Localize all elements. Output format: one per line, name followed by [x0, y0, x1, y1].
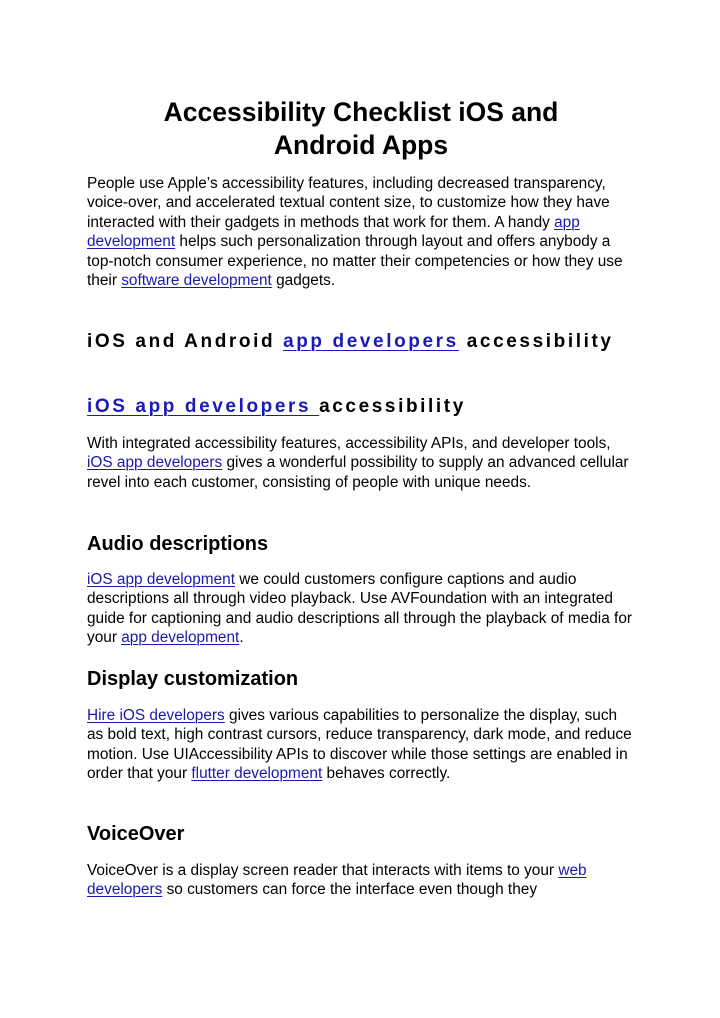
heading2-text: accessibility	[319, 396, 466, 417]
intro-text-2: helps such personalization through layout and offers anybody a top-notch consumer experience, no matter their competencies or how they use their	[87, 233, 623, 290]
software-development-link[interactable]: software development	[121, 272, 272, 290]
voiceover-text-2: so customers can force the interface even though they	[162, 881, 538, 899]
display-text-1: gives various capabilities to personalize the display, such as bold text, high contrast cursors, reduce transparency, dark mode, and reduce motion. Use UIAccessibility APIs to discover while those settings are enabled in order that your	[87, 707, 632, 783]
app-development-link[interactable]: app development	[87, 213, 580, 251]
ios-text-1: With integrated accessibility features, accessibility APIs, and developer tools,	[87, 435, 611, 452]
document-title	[87, 96, 635, 162]
heading-ios-app-developers-accessibility	[87, 395, 635, 418]
audio-text-2: .	[239, 629, 244, 647]
title-line-1: Accessibility Checklist iOS and	[163, 97, 559, 127]
heading-display-customization: Display customization	[87, 668, 299, 690]
ios-app-development-link[interactable]: iOS app development	[87, 571, 236, 588]
title-line-2: Android Apps	[273, 130, 449, 160]
ios-app-developers-link[interactable]: iOS app developers	[87, 454, 223, 472]
web-developers-link[interactable]: web developers	[87, 862, 587, 899]
app-development-link-2[interactable]: app development	[121, 629, 240, 647]
intro-text-1: People use Apple’s accessibility features, including decreased transparency, voice-over, and accelerated textual content size, to customize how they have interacted with their gadgets in methods that work for them. A handy	[87, 175, 610, 231]
ios-text-2: gives a wonderful possibility to supply an advanced cellular revel into each customer, consisting of people with unique needs.	[87, 454, 629, 491]
heading1-text-2: accessibility	[458, 331, 614, 352]
audio-paragraph	[87, 570, 635, 648]
display-text-2: behaves correctly.	[322, 765, 451, 783]
hire-ios-developers-link[interactable]: Hire iOS developers	[87, 707, 225, 724]
heading-ios-android-accessibility	[87, 330, 635, 353]
voiceover-text-1: VoiceOver is a display screen reader that interacts with items to your	[87, 862, 559, 879]
heading-audio-descriptions: Audio descriptions	[87, 533, 269, 555]
audio-text-1: we could customers configure captions and audio descriptions all through video playback. Use AVFoundation with an integrated guide for captioning and audio descriptions all through the playback of media for your	[87, 571, 633, 647]
heading1-text-1: iOS and Android	[87, 331, 284, 352]
intro-paragraph	[87, 174, 635, 290]
heading-voiceover: VoiceOver	[87, 823, 185, 845]
voiceover-paragraph	[87, 861, 635, 900]
flutter-development-link[interactable]: flutter development	[191, 765, 323, 783]
display-paragraph	[87, 706, 635, 784]
ios-app-developers-heading-link[interactable]: iOS app developers	[87, 396, 320, 417]
intro-text-3: gadgets.	[271, 272, 336, 290]
ios-paragraph	[87, 434, 635, 492]
app-developers-link[interactable]: app developers	[283, 331, 459, 352]
